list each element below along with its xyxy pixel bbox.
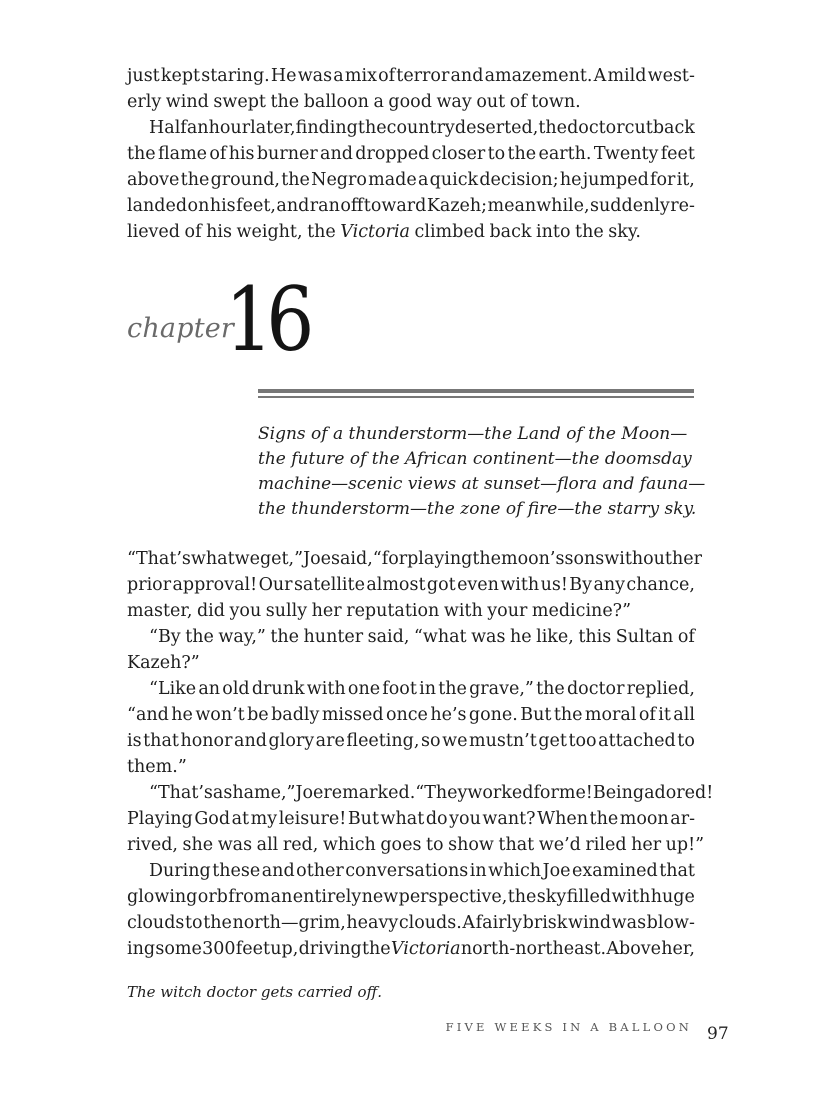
page-number: 97 xyxy=(707,1024,729,1044)
text-line: is that honor and glory are fleeting, so we mustn’t get too attached to xyxy=(127,731,695,751)
text-line: Playing God at my leisure! But what do you want? When the moon ar- xyxy=(127,809,695,829)
text-line: During these and other conversations in which Joe examined that xyxy=(149,861,695,881)
text-line: “By the way,” the hunter said, “what was he like, this Sultan of xyxy=(149,627,695,647)
text-line: landed on his feet, and ran off toward Kazeh; meanwhile, suddenly re- xyxy=(127,196,695,216)
text-line: “and he won’t be badly missed once he’s gone. But the moral of it all xyxy=(127,705,695,725)
text-line: master, did you sully her reputation with your medicine?” xyxy=(127,601,632,621)
text-line: the flame of his burner and dropped closer to the earth. Twenty feet xyxy=(127,144,695,164)
chapter-heading xyxy=(127,268,427,371)
text-line: lieved of his weight, the Victoria climbed back into the sky. xyxy=(127,222,641,242)
summary-line: machine—scenic views at sunset—flora and fauna— xyxy=(258,474,706,494)
running-head: FIVE WEEKS IN A BALLOON xyxy=(445,1020,692,1034)
text-line: clouds to the north—grim, heavy clouds. A fairly brisk wind was blow- xyxy=(127,913,695,933)
text-line: them.” xyxy=(127,757,187,777)
illustration-caption: The witch doctor gets carried off. xyxy=(127,983,382,1001)
text-line: “Like an old drunk with one foot in the grave,” the doctor replied, xyxy=(149,679,695,699)
summary-line: Signs of a thunderstorm—the Land of the Moon— xyxy=(258,424,688,444)
chapter-body-text xyxy=(127,546,714,962)
intro-paragraphs xyxy=(127,63,695,245)
chapter-number: 16 xyxy=(225,268,308,371)
text-line: above the ground, the Negro made a quick decision; he jumped for it, xyxy=(127,170,695,190)
text-line: erly wind swept the balloon a good way out of town. xyxy=(127,92,581,112)
chapter-rule-thick xyxy=(258,389,694,393)
chapter-summary xyxy=(258,422,706,522)
chapter-word: chapter xyxy=(127,313,235,344)
chapter-rule-thin xyxy=(258,396,694,398)
summary-line: the thunderstorm—the zone of fire—the starry sky. xyxy=(258,499,697,519)
text-line: prior approval! Our satellite almost got even with us! By any chance, xyxy=(127,575,695,595)
text-line: Kazeh?” xyxy=(127,653,200,673)
text-line: ing some 300 feet up, driving the Victoria north-northeast. Above her, xyxy=(127,939,695,959)
text-line: rived, she was all red, which goes to show that we’d riled her up!” xyxy=(127,835,705,855)
text-line: “That’s a shame,” Joe remarked. “They worked for me! Being adored! xyxy=(149,783,714,803)
text-line: glowing orb from an entirely new perspective, the sky filled with huge xyxy=(127,887,695,907)
text-line: “That’s what we get,” Joe said, “for playing the moon’s sons without her xyxy=(127,549,702,569)
text-line: just kept staring. He was a mix of terror and amazement. A mild west- xyxy=(127,66,695,86)
text-line: Half an hour later, finding the country deserted, the doctor cut back xyxy=(149,118,695,138)
summary-line: the future of the African continent—the doomsday xyxy=(258,449,692,469)
